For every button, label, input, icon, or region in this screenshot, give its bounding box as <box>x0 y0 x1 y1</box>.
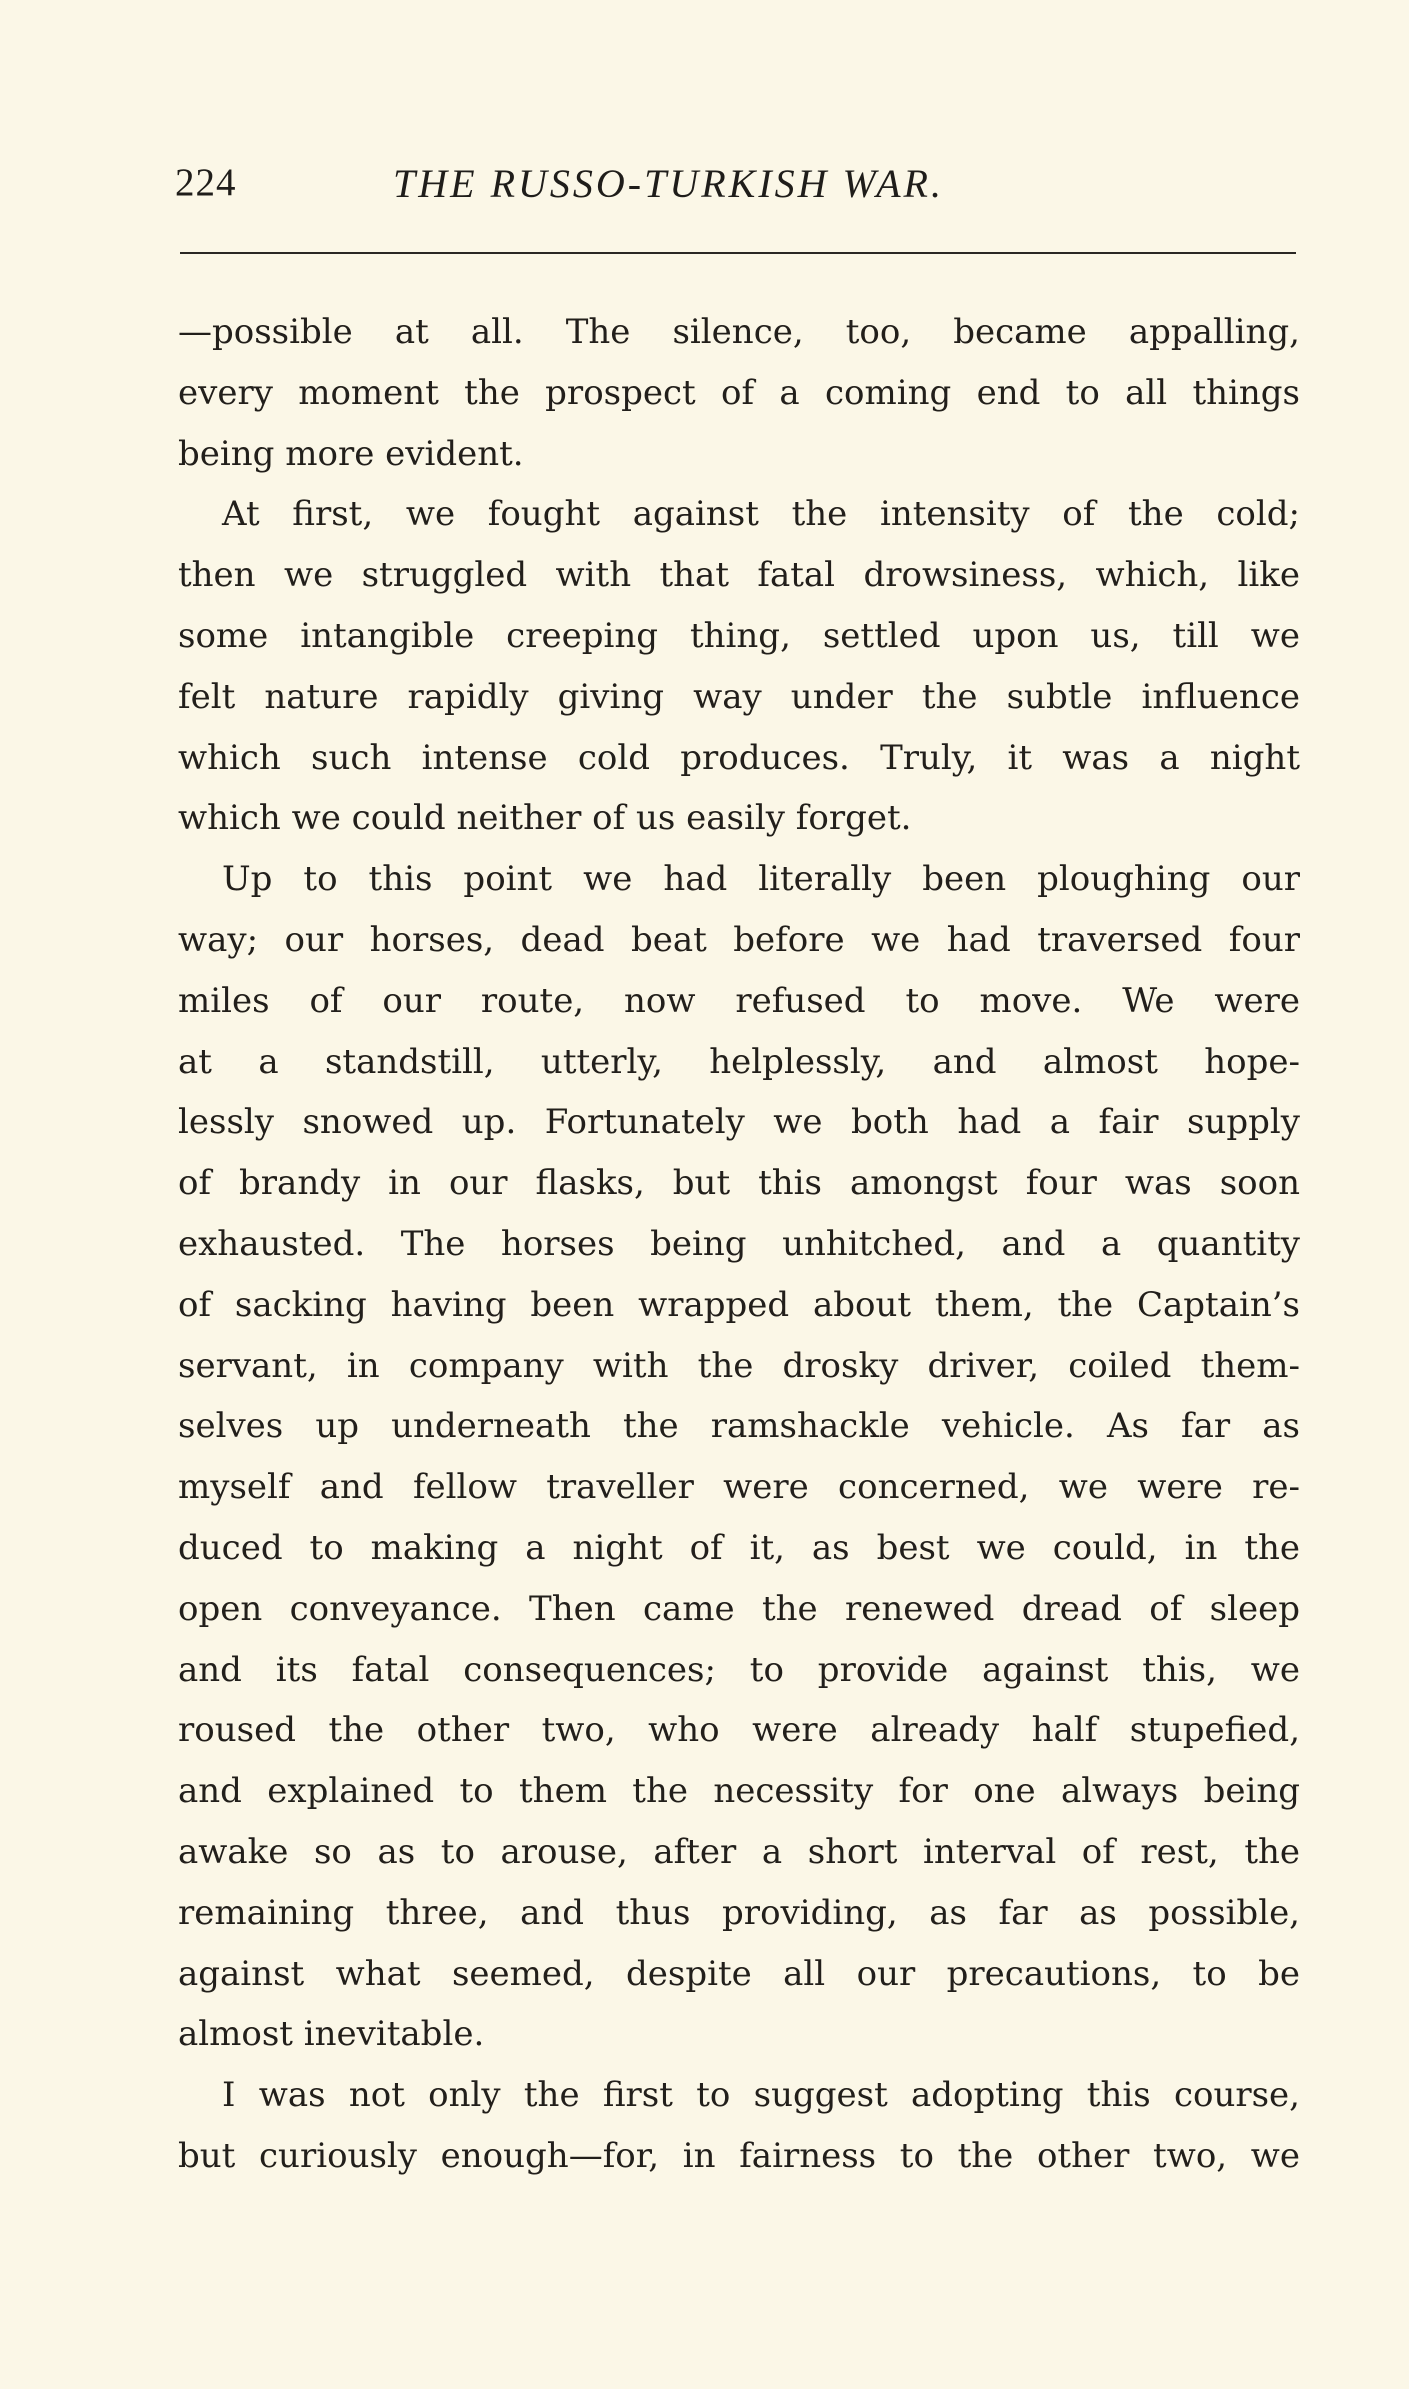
text-line: remaining three, and thus providing, as far as possible, <box>178 1892 1300 1933</box>
page-header <box>175 160 1300 220</box>
text-line: but curiously enough—for, in fairness to the other two, we <box>178 2135 1300 2176</box>
header-rule <box>180 252 1296 254</box>
text-line: every moment the prospect of a coming end to all things <box>178 372 1300 413</box>
paragraph <box>178 849 1300 2065</box>
text-line: and its fatal consequences; to provide against this, we <box>178 1649 1300 1690</box>
text-line: felt nature rapidly giving way under the subtle influence <box>178 676 1300 717</box>
text-line: which we could neither of us easily forget. <box>178 798 912 839</box>
text-line: miles of our route, now refused to move. We were <box>178 980 1300 1021</box>
text-line: and explained to them the necessity for one always being <box>178 1771 1300 1812</box>
paragraph <box>178 302 1300 484</box>
page-number: 224 <box>175 161 237 204</box>
text-line: then we struggled with that fatal drowsiness, which, like <box>178 555 1300 596</box>
text-line: which such intense cold produces. Truly, it was a night <box>178 737 1300 778</box>
text-line: open conveyance. Then came the renewed dread of sleep <box>178 1588 1300 1629</box>
text-line: servant, in company with the drosky driver, coiled them- <box>178 1345 1300 1386</box>
text-line: At first, we fought against the intensity of the cold; <box>222 494 1300 535</box>
text-line: selves up underneath the ramshackle vehicle. As far as <box>178 1406 1300 1447</box>
text-line: roused the other two, who were already half stupefied, <box>178 1710 1300 1751</box>
text-line: against what seemed, despite all our precautions, to be <box>178 1953 1300 1994</box>
text-line: some intangible creeping thing, settled upon us, till we <box>178 615 1300 656</box>
paragraph <box>178 484 1300 849</box>
body-text <box>178 302 1300 2187</box>
text-line: —possible at all. The silence, too, became appalling, <box>178 312 1300 352</box>
text-line: way; our horses, dead beat before we had traversed four <box>178 919 1300 960</box>
text-line: awake so as to arouse, after a short interval of rest, the <box>178 1831 1300 1872</box>
text-line: I was not only the first to suggest adopting this course, <box>222 2075 1300 2116</box>
text-line: at a standstill, utterly, helplessly, and almost hope- <box>178 1041 1300 1082</box>
text-line: exhausted. The horses being unhitched, and a quantity <box>178 1223 1300 1264</box>
text-line: being more evident. <box>178 433 524 474</box>
text-line: of sacking having been wrapped about them, the Captain’s <box>178 1284 1300 1325</box>
text-line: myself and fellow traveller were concerned, we were re- <box>178 1467 1300 1508</box>
text-line: lessly snowed up. Fortunately we both had a fair supply <box>178 1102 1300 1143</box>
running-title: THE RUSSO-TURKISH WAR. <box>393 161 944 206</box>
text-line: of brandy in our flasks, but this amongst four was soon <box>178 1163 1300 1204</box>
paragraph <box>178 2065 1300 2187</box>
text-line: almost inevitable. <box>178 2014 485 2055</box>
text-line: duced to making a night of it, as best we could, in the <box>178 1527 1300 1568</box>
text-line: Up to this point we had literally been ploughing our <box>222 859 1300 900</box>
